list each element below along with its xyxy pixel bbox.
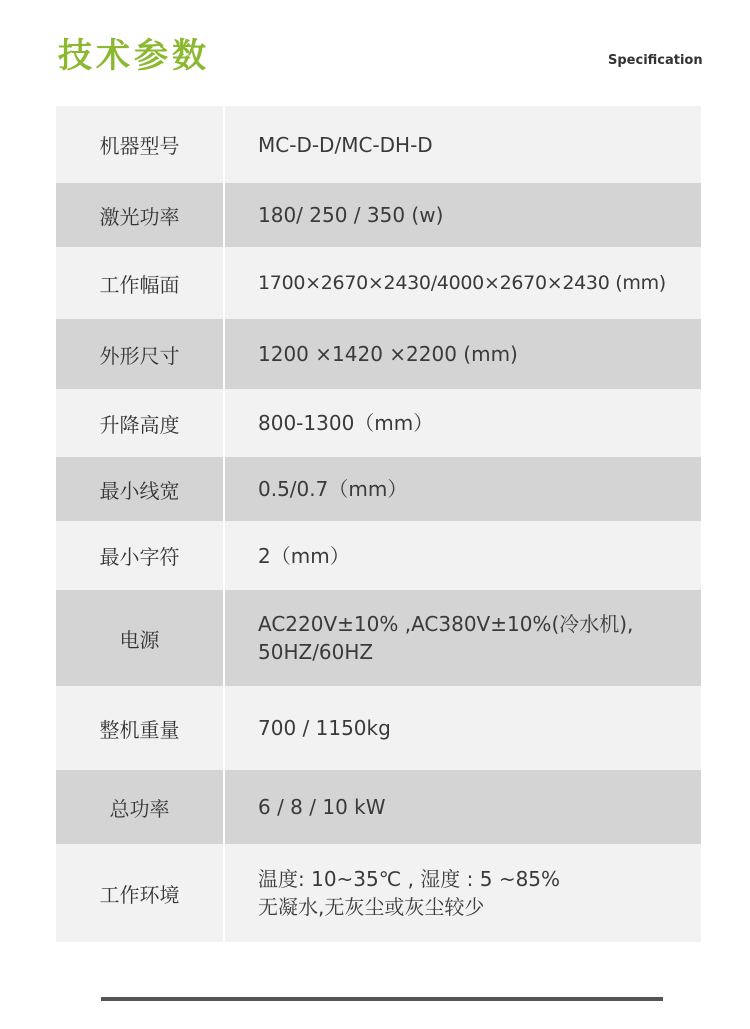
table-row xyxy=(56,247,701,319)
table-row xyxy=(56,844,701,942)
row-label: 机器型号 xyxy=(56,106,225,183)
row-label: 激光功率 xyxy=(56,183,225,247)
page-title: 技术参数 xyxy=(58,36,210,76)
row-label: 最小线宽 xyxy=(56,457,225,521)
table-row xyxy=(56,319,701,389)
row-value-line-1: 温度: 10~35℃ , 湿度 : 5 ~85% xyxy=(258,867,561,891)
table-row xyxy=(56,590,701,686)
table-row xyxy=(56,389,701,457)
row-value-line-1: AC220V±10% ,AC380V±10%(冷水机), xyxy=(258,612,634,636)
table-row xyxy=(56,521,701,590)
row-value: 2（mm） xyxy=(258,543,350,568)
row-label: 外形尺寸 xyxy=(56,319,225,389)
row-value-line-2: 50HZ/60HZ xyxy=(258,640,374,664)
row-value: 0.5/0.7（mm） xyxy=(258,477,408,501)
row-value: 800-1300（mm） xyxy=(258,411,434,435)
spec-table xyxy=(56,106,701,942)
table-row xyxy=(56,457,701,521)
table-row xyxy=(56,183,701,247)
row-value: 1200 ×1420 ×2200 (mm) xyxy=(258,342,518,366)
row-value: 6 / 8 / 10 kW xyxy=(258,795,386,819)
row-label: 总功率 xyxy=(56,770,225,844)
row-label: 电源 xyxy=(56,590,225,686)
row-value: MC-D-D/MC-DH-D xyxy=(258,132,433,157)
table-row xyxy=(56,686,701,770)
row-value xyxy=(225,590,701,686)
table-row xyxy=(56,106,701,183)
row-value: 180/ 250 / 350 (w) xyxy=(258,203,444,227)
row-label: 工作环境 xyxy=(56,844,225,942)
footer-divider xyxy=(101,997,663,1001)
row-label: 整机重量 xyxy=(56,686,225,770)
row-label: 工作幅面 xyxy=(56,247,225,319)
table-row xyxy=(56,770,701,844)
row-label: 升降高度 xyxy=(56,389,225,457)
row-value xyxy=(225,844,701,942)
row-value: 700 / 1150kg xyxy=(258,716,391,740)
row-value-line-2: 无凝水,无灰尘或灰尘较少 xyxy=(258,895,485,919)
row-value: 1700×2670×2430/4000×2670×2430 (mm) xyxy=(258,272,666,294)
page-subtitle: Specification xyxy=(608,53,703,68)
row-label: 最小字符 xyxy=(56,521,225,590)
